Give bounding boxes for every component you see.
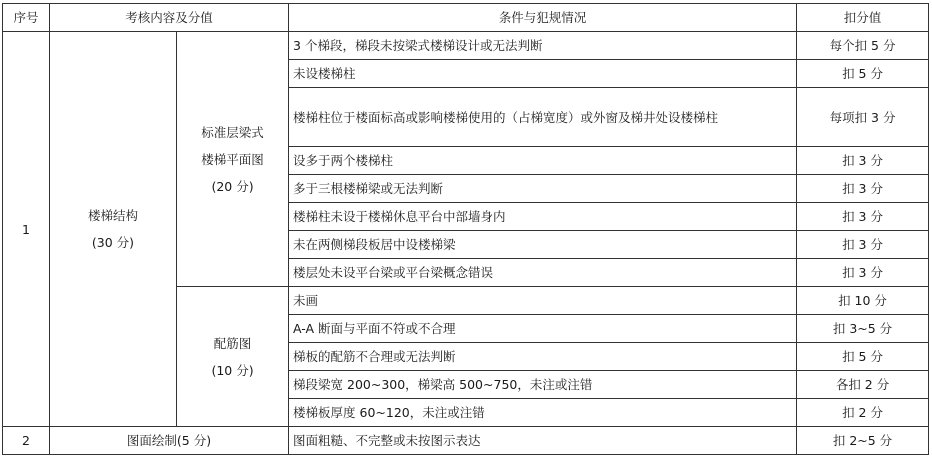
topic-label: 楼梯结构 [87, 208, 138, 223]
condition-cell: 设多于两个楼梯柱 [289, 147, 797, 175]
topic-drawing: 图面绘制(5 分) [50, 427, 289, 455]
header-conditions: 条件与犯规情况 [289, 4, 797, 32]
table-row [3, 32, 929, 60]
topic-points: (30 分) [91, 235, 135, 250]
deduction-cell: 扣 3 分 [797, 203, 929, 231]
subtopic-plan [177, 32, 289, 287]
deduction-cell: 扣 3~5 分 [797, 315, 929, 343]
subtopic-plan-line1: 标准层梁式 [201, 124, 264, 140]
subtopic-plan-points: (20 分) [211, 178, 254, 194]
subtopic-reinforcement-points: (10 分) [211, 362, 254, 378]
deduction-cell: 扣 2 分 [797, 399, 929, 427]
row-number-2: 2 [3, 427, 50, 455]
condition-cell: 未设楼梯柱 [289, 60, 797, 88]
deduction-cell: 扣 10 分 [797, 287, 929, 315]
condition-cell: A-A 断面与平面不符或不合理 [289, 315, 797, 343]
condition-cell: 梯段梁宽 200~300，梯梁高 500~750，未注或注错 [289, 371, 797, 399]
header-deduction: 扣分值 [797, 4, 929, 32]
condition-cell: 楼梯柱未设于楼梯休息平台中部墙身内 [289, 203, 797, 231]
condition-cell: 未在两侧梯段板居中设楼梯梁 [289, 231, 797, 259]
header-row [3, 4, 929, 32]
condition-cell: 楼层处未设平台梁或平台梁概念错误 [289, 259, 797, 287]
table-row [3, 427, 929, 455]
deduction-cell: 每个扣 5 分 [797, 32, 929, 60]
deduction-cell: 扣 2~5 分 [797, 427, 929, 455]
condition-cell: 楼梯板厚度 60~120，未注或注错 [289, 399, 797, 427]
deduction-cell: 扣 5 分 [797, 60, 929, 88]
deduction-cell: 扣 5 分 [797, 343, 929, 371]
condition-cell: 图面粗糙、不完整或未按图示表达 [289, 427, 797, 455]
subtopic-plan-line2: 楼梯平面图 [201, 151, 264, 167]
header-content: 考核内容及分值 [50, 4, 289, 32]
deduction-cell: 扣 3 分 [797, 259, 929, 287]
deduction-cell: 各扣 2 分 [797, 371, 929, 399]
subtopic-reinforcement [177, 287, 289, 427]
condition-cell: 多于三根楼梯梁或无法判断 [289, 175, 797, 203]
deduction-cell: 每项扣 3 分 [797, 88, 929, 147]
row-number-1: 1 [3, 32, 50, 427]
deduction-cell: 扣 3 分 [797, 231, 929, 259]
topic-stair-structure [50, 32, 177, 427]
subtopic-reinforcement-label: 配筋图 [213, 335, 252, 351]
condition-cell: 3 个梯段，梯段未按梁式楼梯设计或无法判断 [289, 32, 797, 60]
deduction-cell: 扣 3 分 [797, 175, 929, 203]
header-no: 序号 [3, 4, 50, 32]
deduction-cell: 扣 3 分 [797, 147, 929, 175]
condition-cell: 梯板的配筋不合理或无法判断 [289, 343, 797, 371]
grading-table [2, 3, 929, 455]
condition-cell: 楼梯柱位于楼面标高或影响楼梯使用的（占梯宽度）或外窗及梯井处设楼梯柱 [289, 88, 797, 147]
condition-cell: 未画 [289, 287, 797, 315]
